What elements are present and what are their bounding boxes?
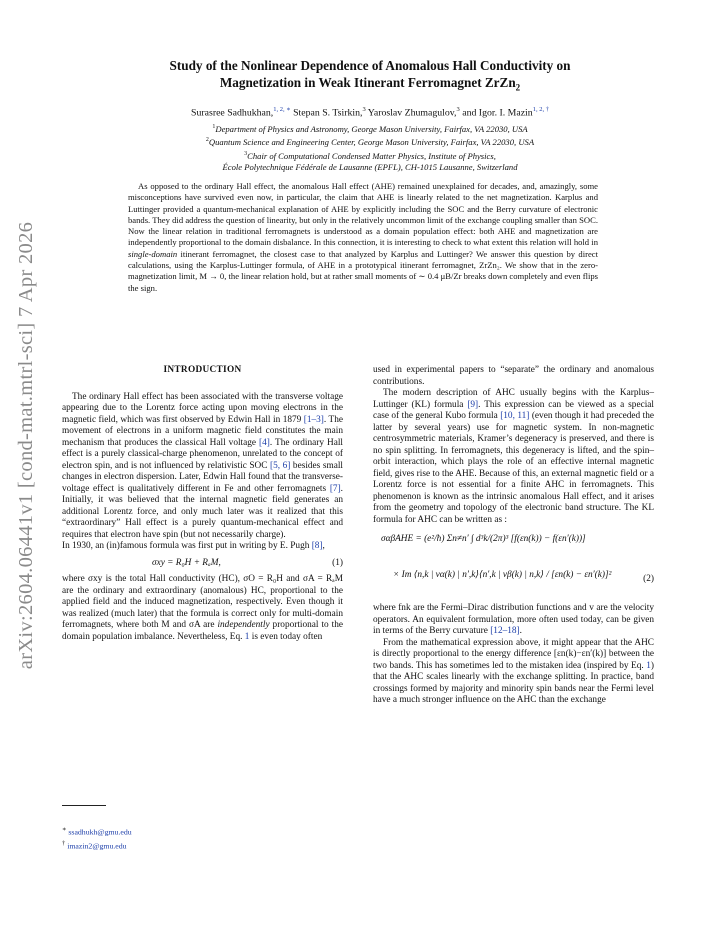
intro-paragraph-1: The ordinary Hall effect has been associated with the transverse voltage appearing due to the Lorentz force acting upon moving electrons in the magnetic field, which was first observed by Edwin Hall in 1879 [1–3]. The movement of electrons in a uniform magnetic field constitutes the main mechanism that produces the classical Hall voltage [4]. The ordinary Hall effect is a purely classical-charge phenomenon, unrelated to the concept of electron spin, and is not influenced by relativistic SOC [5, 6] besides small changes in electron dispersion. Later, Edwin Hall found that the transverse-voltage effect is qualitatively different in Fe and other ferromagnets [7]. Initially, it was believed that the internal magnetic field generates an additional Lorentz force, and only much later was it realized that this “extraordinary” Hall effect is a purely quantum-mechanical effect and requires that electron have spin (but not necessarily charge). xyxy=(62,391,343,540)
arxiv-identifier[interactable]: arXiv:2604.06441v1 [cond-mat.mtrl-sci] 7 Apr 2026 xyxy=(15,221,38,669)
paper-title xyxy=(90,58,650,96)
equation-1-body: σxy = R₀H + RₐM, xyxy=(152,557,221,568)
right-paragraph-1: used in experimental papers to “separate” the ordinary and anomalous contributions. xyxy=(373,365,654,387)
right-column xyxy=(373,365,654,707)
citation-link[interactable]: [1–3] xyxy=(303,414,324,425)
abstract: As opposed to the ordinary Hall effect, the anomalous Hall effect (AHE) remained unexplained for decades, and, amazingly, some misconceptions have survived even now, in particular, the claim that AHE is linearly related to the net magnetization. Karplus and Luttinger provided a quantum-mechanical explanation of AHE by explicitly including the SOC and the Berry curvature of electronic bands. They did address the question of linearity, but only in the relatively uncommon limit of the exchange coupling smaller than SOC. Now the linear relation in traditional ferromagnets is understood as a domain population effect: both AHE and magnetization are independently proportional to the domain disbalance. In this connection, it is interesting to check to what extent this relation will hold in single-domain itinerant ferromagnet, the closest case to that analyzed by Karplus and Luttinger? We answer this question by direct calculations, using the Karplus-Luttinger formula, of AHE in a prototypical itinerant ferromagnet, ZrZn₂. We show that in the zero-magnetization limit, M → 0, the linear relation hold, but at rather small moments of ∼ 0.4 μB/Zr breaks down completely and even flips the sign. xyxy=(128,181,598,293)
citation-link[interactable]: [10, 11] xyxy=(500,411,530,421)
right-paragraph-3: where fnk are the Fermi–Dirac distribution functions and v are the velocity operators. An equivalent formulation, more often used today, can be given in terms of the Berry curvature [12–18]. xyxy=(373,603,654,636)
equation-2 xyxy=(373,532,654,598)
section-heading-introduction: INTRODUCTION xyxy=(163,365,242,375)
affiliation-3-continued: École Polytechnique Fédérale de Lausanne (EPFL), CH-1015 Lausanne, Switzerland xyxy=(222,161,518,172)
affiliations xyxy=(90,122,650,173)
footnotes xyxy=(62,824,132,852)
left-column xyxy=(62,360,343,643)
citation-link[interactable]: [4] xyxy=(259,437,270,448)
intro-paragraph-3: where σxy is the total Hall conductivity (HC), σO = R₀H and σA = RₐM are the ordinary and extraordinary (anomalous) HC, proportional to the applied field and the induced magnetization, respectively. Even though it was realized (much later) that the formula is correct only for multi-domain ferromagnets, where both M and σA are independently proportional to the domain population imbalance. Nevertheless, Eq. 1 is even today often xyxy=(62,574,343,642)
arxiv-stamp xyxy=(10,210,44,680)
right-paragraph-2: The modern description of AHC usually begins with the Karplus–Luttinger (KL) formula [9]. This expression can be viewed as a special case of the general Kubo formula [10, 11] (even though it had preceded the latter by several years) use for magnetic system. In non-magnetic centrosymmetric materials, Kramer’s degeneracy is preserved, and there is no spin splitting. In ferromagnets, this degeneracy is lifted, and the spin–orbit interaction, which plays the role of an effective internal magnetic field, gives rise to the AHE. Because of this, an external magnetic field or a Lorentz force is not essential for a finite AHC in ferromagnets. This phenomenon is known as the intrinsic anomalous Hall effect, and it arises from the geometry and topology of the electronic band structure. The KL formula for AHC can be written as : xyxy=(373,388,654,525)
affiliation-2: $^2$Quantum Science and Engineering Center, George Mason University, Fairfax, VA 22030, USA xyxy=(205,137,535,148)
citation-link[interactable]: [7] xyxy=(329,483,341,494)
author-1: Surasree Sadhukhan, xyxy=(191,107,274,119)
abstract-emphasis: single-domain xyxy=(128,248,178,259)
equation-2-number: (2) xyxy=(643,574,654,584)
email-link[interactable]: imazin2@gmu.edu xyxy=(67,841,127,851)
title-line-2: Magnetization in Weak Itinerant Ferromagnet ZrZn xyxy=(219,74,516,90)
affiliation-3: $^3$Chair of Computational Condensed Matter Physics, Institute of Physics, xyxy=(244,150,496,161)
equation-2-line-1: σαβAHE = (e²/ħ) Σn≠n′ ∫ d³k/(2π)³ [f(εn(k)) − f(εn′(k))] xyxy=(381,534,586,544)
equation-2-line-2: × Im ⟨n,k | vα(k) | n′,k⟩⟨n′,k | vβ(k) | n,k⟩ / [εn(k) − εn′(k)]² xyxy=(393,570,612,580)
title-subscript: 2 xyxy=(515,82,521,93)
intro-paragraph-2: In 1930, an (in)famous formula was first put in writing by E. Pugh [8], xyxy=(62,541,325,551)
footnote-1: ∗ ssadhukh@gmu.edu xyxy=(62,826,132,837)
footnote-divider xyxy=(62,805,106,806)
right-paragraph-4: From the mathematical expression above, it might appear that the AHC is directly proportional to the energy difference [εn(k)−εn′(k)] between the two bands. This has sometimes led to the mistaken idea (inspired by Eq. 1) that the AHC scales linearly with the exchange splitting. In practice, band crossings formed by majority and minority spin bands near the Fermi level have a much stronger influence on the AHC than the exchange xyxy=(373,637,654,705)
equation-1 xyxy=(62,558,343,570)
equation-1-number: (1) xyxy=(332,557,343,568)
author-4-marks[interactable]: 1, 2, † xyxy=(532,106,549,113)
title-line-1: Study of the Nonlinear Dependence of Anomalous Hall Conductivity on xyxy=(169,58,571,73)
citation-link[interactable]: [5, 6] xyxy=(270,460,291,471)
author-4: and Igor. I. Mazin xyxy=(459,107,533,119)
affiliation-1: $^1$Department of Physics and Astronomy, George Mason University, Fairfax, VA 22030, USA xyxy=(212,123,528,134)
author-list xyxy=(70,103,670,119)
email-link[interactable]: ssadhukh@gmu.edu xyxy=(68,827,132,837)
author-3-marks: 3 xyxy=(456,106,460,113)
citation-link[interactable]: [9] xyxy=(467,399,479,410)
author-2-marks: 3 xyxy=(362,106,366,113)
equation-reference-link[interactable]: 1 xyxy=(244,631,250,642)
equation-reference-link[interactable]: 1 xyxy=(646,660,651,671)
citation-link[interactable]: [12–18] xyxy=(490,626,520,636)
author-1-marks[interactable]: 1, 2, ∗ xyxy=(273,106,291,113)
footnote-2: † imazin2@gmu.edu xyxy=(62,840,127,851)
citation-link[interactable]: [8] xyxy=(311,541,323,551)
author-3: Yaroslav Zhumagulov, xyxy=(365,107,457,119)
author-2: Stepan S. Tsirkin, xyxy=(290,107,363,119)
